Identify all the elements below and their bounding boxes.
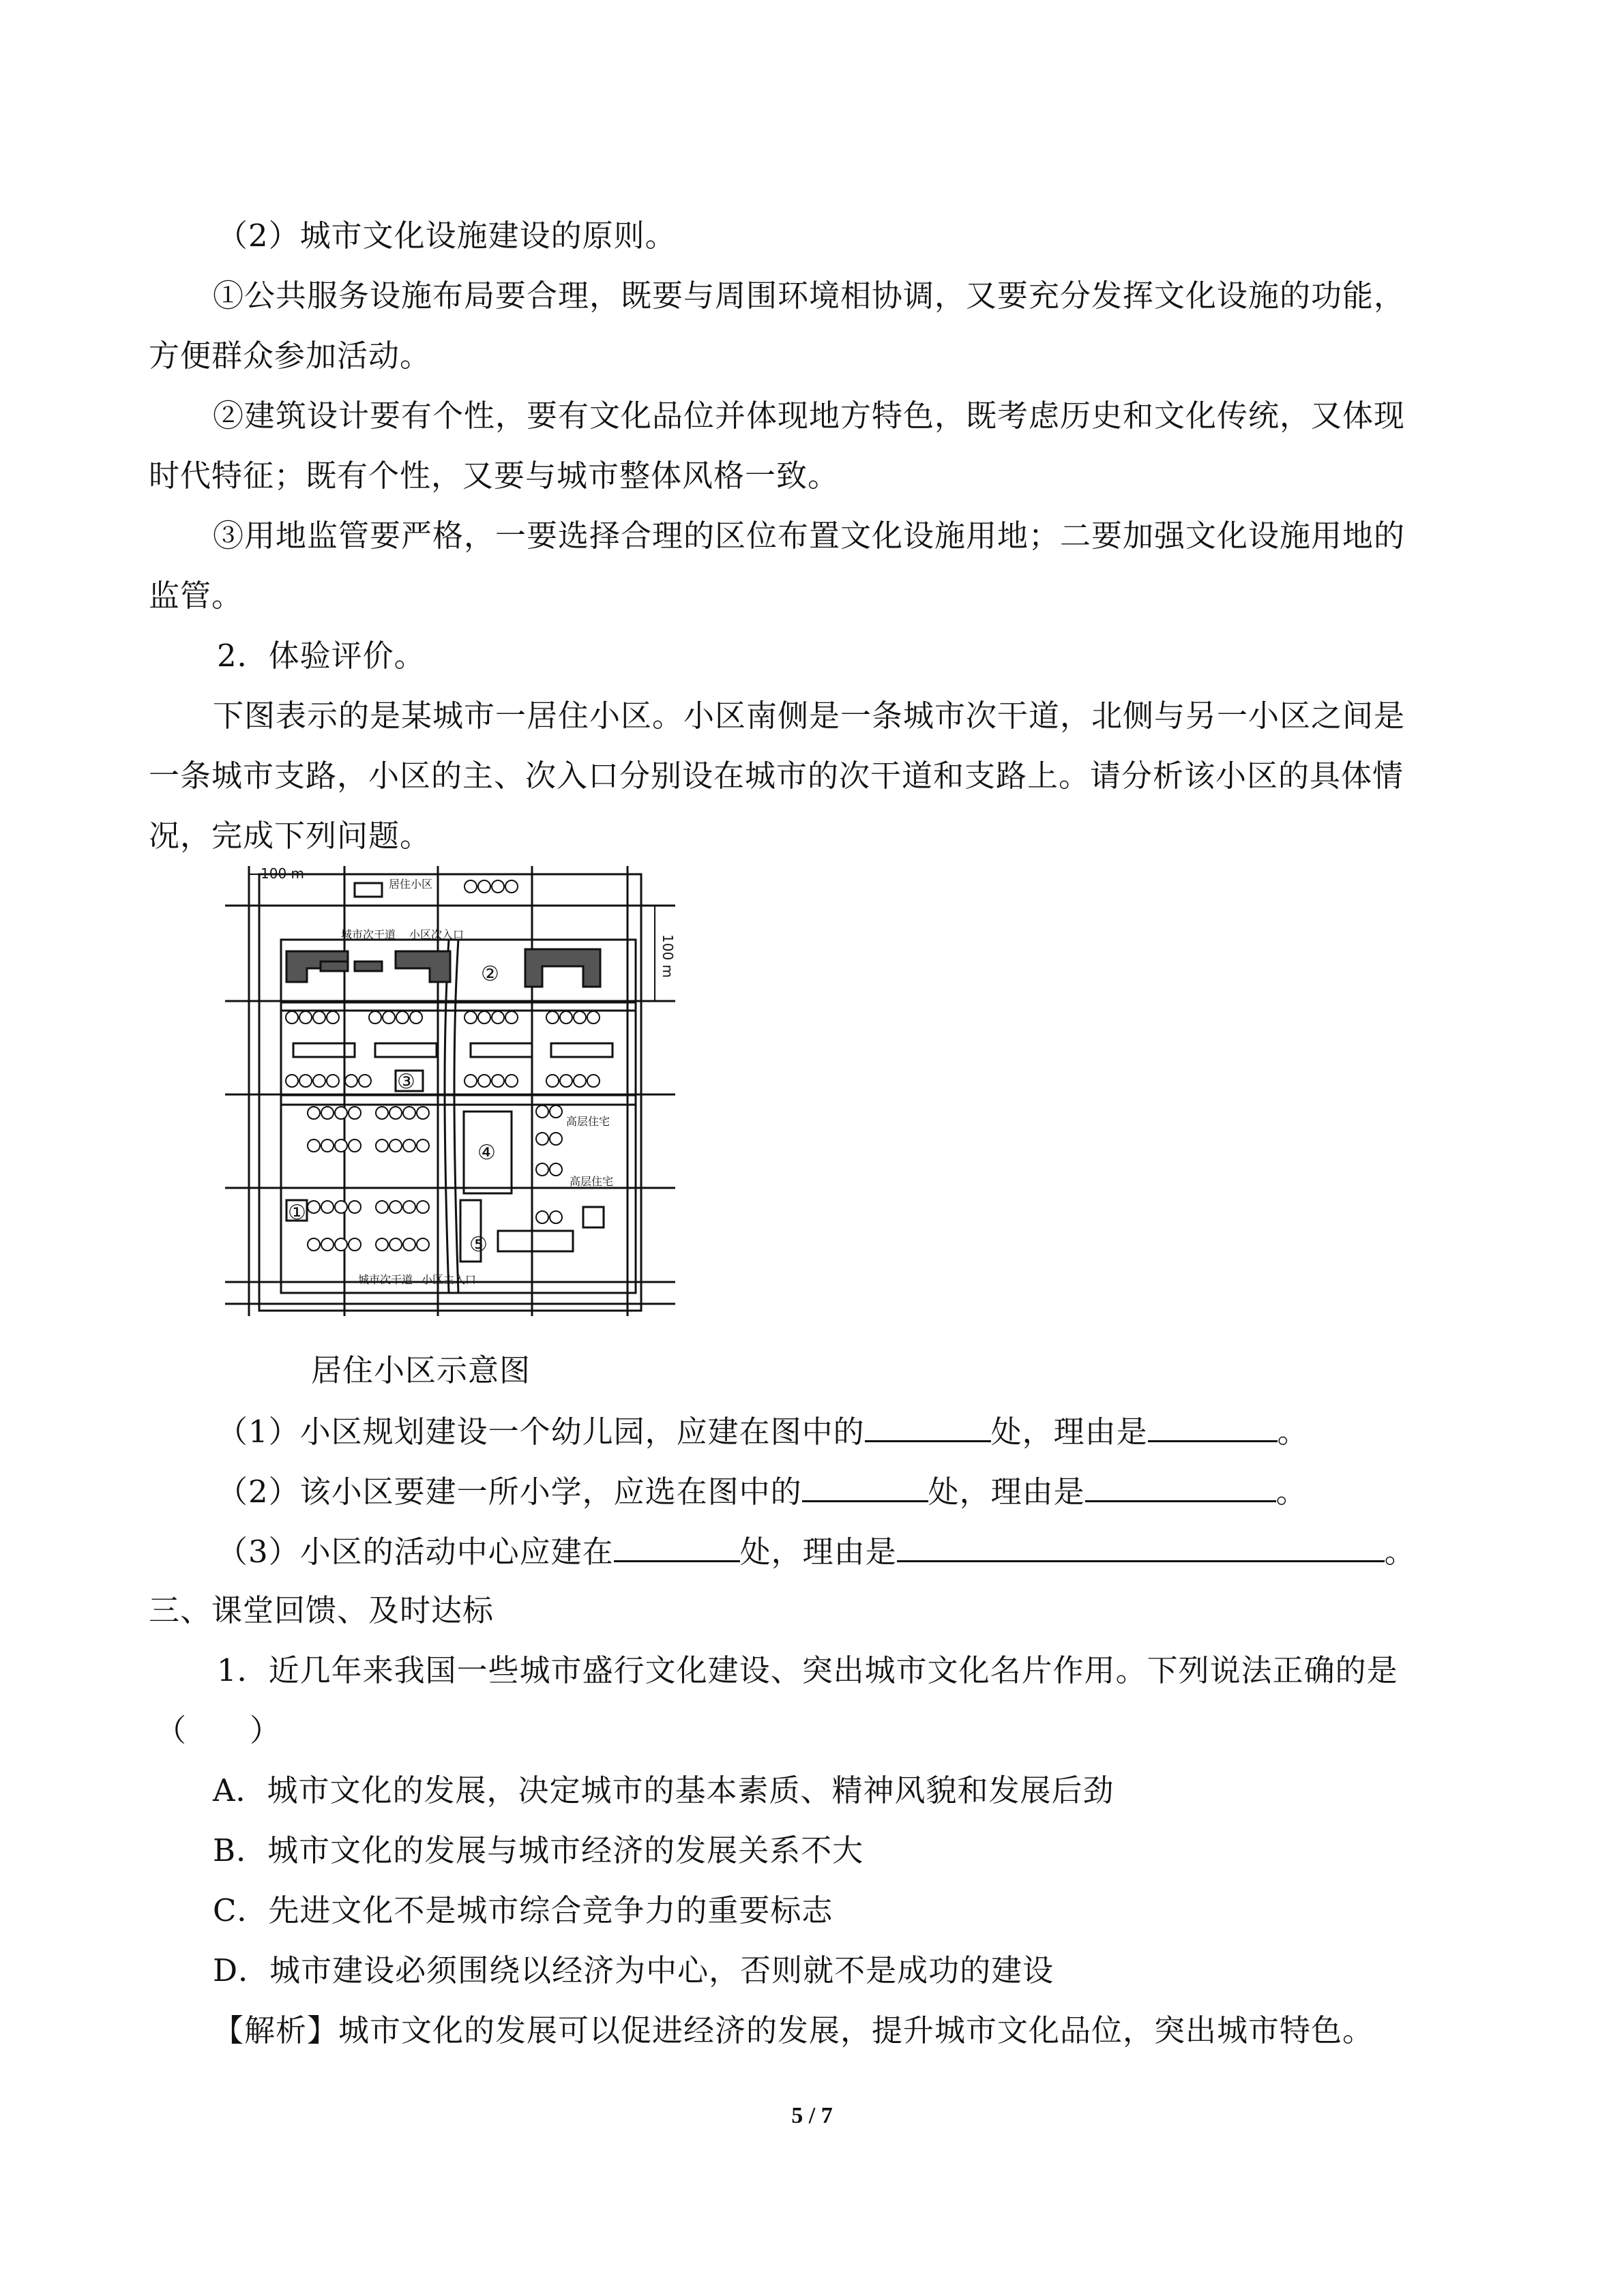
high-rise-label-2: 高层住宅 [570, 1175, 614, 1188]
question-1-text-c: 。 [1277, 1414, 1309, 1450]
question-3-blank-location[interactable] [614, 1530, 740, 1562]
question-3-text-c: 。 [1384, 1534, 1416, 1570]
section-heading-principles: （2）城市文化设施建设的原则。 [217, 218, 677, 254]
top-district-label: 居住小区 [389, 878, 433, 891]
marker-3: ③ [397, 1070, 415, 1094]
map-caption: 居住小区示意图 [311, 1352, 531, 1388]
question-3-blank-reason[interactable] [897, 1530, 1385, 1562]
experience-intro-line-3: 况，完成下列问题。 [149, 818, 432, 854]
scale-horizontal-label: 100 m [261, 865, 305, 882]
principle-3-line-2: 监管。 [149, 578, 243, 614]
marker-4: ④ [477, 1141, 496, 1165]
scale-vertical-label: 100 m [660, 934, 676, 979]
marker-1: ① [288, 1201, 306, 1225]
principle-2-line-1: ②建筑设计要有个性，要有文化品位并体现地方特色，既考虑历史和文化传统，又体现 [213, 398, 1406, 434]
north-entrance-label: 小区次入口 [409, 928, 464, 941]
marker-5: ⑤ [469, 1233, 488, 1257]
question-3-text-b: 处，理由是 [739, 1534, 897, 1570]
option-b[interactable]: B．城市文化的发展与城市经济的发展关系不大 [213, 1832, 864, 1868]
question-1-text-a: （1）小区规划建设一个幼儿园，应建在图中的 [217, 1414, 865, 1450]
experience-intro-line-1: 下图表示的是某城市一居住小区。小区南侧是一条城市次干道，北侧与另一小区之间是 [213, 698, 1406, 734]
question-3-text-a: （3）小区的活动中心应建在 [217, 1534, 614, 1570]
practice-question-1-paren: （ ） [156, 1712, 282, 1748]
analysis-text: 【解析】城市文化的发展可以促进经济的发展，提升城市文化品位，突出城市特色。 [213, 2012, 1374, 2048]
section-3-heading: 三、课堂回馈、及时达标 [149, 1592, 494, 1628]
north-road-label: 城市次干道 [341, 928, 396, 941]
residential-district-map [218, 859, 682, 1323]
option-a[interactable]: A．城市文化的发展，决定城市的基本素质、精神风貌和发展后劲 [213, 1772, 1114, 1808]
principle-1-line-2: 方便群众参加活动。 [149, 338, 432, 374]
principle-1-line-1: ①公共服务设施布局要合理，既要与周围环境相协调，又要充分发挥文化设施的功能， [213, 278, 1406, 314]
question-2-blank-reason[interactable] [1085, 1470, 1276, 1502]
principle-2-line-2: 时代特征；既有个性，又要与城市整体风格一致。 [149, 458, 840, 494]
principle-3-line-1: ③用地监管要严格，一要选择合理的区位布置文化设施用地；二要加强文化设施用地的 [213, 518, 1406, 554]
question-1-blank-location[interactable] [865, 1410, 991, 1442]
question-1 [217, 1410, 1309, 1452]
experience-heading: 2．体验评价。 [217, 638, 426, 674]
page-number: 5 / 7 [791, 2103, 833, 2128]
question-3 [217, 1530, 1416, 1572]
marker-2: ② [481, 962, 499, 986]
question-1-text-b: 处，理由是 [990, 1414, 1148, 1450]
question-2-text-c: 。 [1275, 1474, 1308, 1510]
question-2-text-a: （2）该小区要建一所小学，应选在图中的 [217, 1474, 802, 1510]
question-1-blank-reason[interactable] [1148, 1410, 1278, 1442]
south-road-label: 城市次干道 [358, 1273, 413, 1286]
south-entrance-label: 小区主入口 [422, 1273, 477, 1286]
practice-question-1: 1．近几年来我国一些城市盛行文化建设、突出城市文化名片作用。下列说法正确的是 [217, 1652, 1398, 1688]
experience-intro-line-2: 一条城市支路，小区的主、次入口分别设在城市的次干道和支路上。请分析该小区的具体情 [149, 758, 1404, 794]
question-2 [217, 1470, 1308, 1512]
question-2-text-b: 处，理由是 [928, 1474, 1085, 1510]
high-rise-label-1: 高层住宅 [566, 1115, 610, 1128]
option-c[interactable]: C．先进文化不是城市综合竞争力的重要标志 [213, 1892, 833, 1928]
option-d[interactable]: D．城市建设必须围绕以经济为中心，否则就不是成功的建设 [213, 1952, 1054, 1988]
question-2-blank-location[interactable] [802, 1470, 928, 1502]
